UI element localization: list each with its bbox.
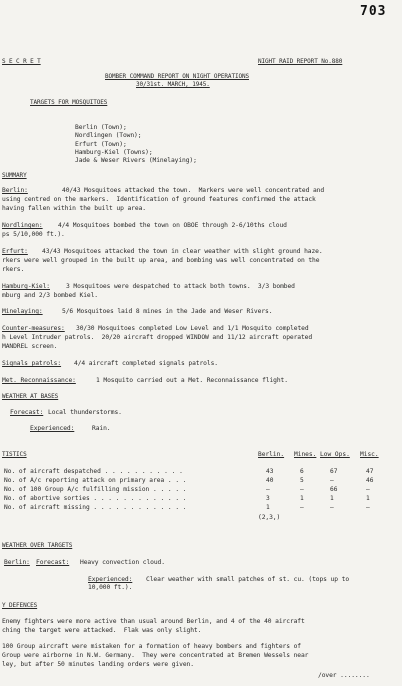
summary-label: Berlin: [2,187,28,194]
report-date: 30/31st. MARCH, 1945. [136,81,210,88]
row-label: No. of aircraft despatched . . . . . . . . . . . [4,468,183,475]
summary-heading: SUMMARY [2,172,27,179]
cell: 6 [300,468,304,475]
summary-line: 3 Mosquitoes were despatched to attack both towns. 3/3 bombed [66,283,295,290]
summary-line: 30/30 Mosquitoes completed Low Level and 1/1 Mosquito completed [76,325,309,332]
summary-label: Counter-measures: [2,325,65,332]
cell: 1 [300,495,304,502]
summary-line: 4/4 Mosquitoes bombed the town on OBOE through 2-6/10ths cloud [58,222,287,229]
statistics-heading: TISTICS [2,451,27,458]
raid-report-number: NIGHT RAID REPORT No.880 [258,58,343,65]
table-row [2,477,396,485]
report-title: BOMBER COMMAND REPORT ON NIGHT OPERATIONS [105,73,250,80]
weather-targets-heading: WEATHER OVER TARGETS [2,542,73,549]
cell: — [330,504,334,511]
cell: 1 [266,504,270,511]
cell: — [366,504,370,511]
target-forecast-text: Heavy convection cloud. [80,559,165,566]
target-experienced-text: 10,000 ft.). [88,584,133,591]
column-header: Berlin. [258,451,285,458]
experienced-text: Rain. [92,425,111,432]
column-header: Misc. [360,451,379,458]
table-row [2,495,396,503]
table-row [2,468,396,476]
forecast-label: Forecast: [10,409,44,416]
defences-line: Group were airborne in N.W. Germany. They were concentrated at Bremen Wessels near [2,652,309,659]
cell: 46 [366,477,374,484]
defences-line: ching the target were attacked. Flak was only slight. [2,627,202,634]
target-item: Hamburg-Kiel (Towns); [75,149,153,156]
target-item: Jade & Weser Rivers (Minelaying); [75,157,197,164]
table-header-row [2,451,396,459]
cell: — [300,504,304,511]
cell: 67 [330,468,338,475]
summary-line: 4/4 aircraft completed signals patrols. [74,360,218,367]
cell: — [266,486,270,493]
target-item: Erfurt (Town); [75,141,127,148]
summary-label: Minelaying: [2,308,43,315]
defences-line: Enemy fighters were more active than usual around Berlin, and 4 of the 40 aircraft [2,618,305,625]
target-forecast-label: Forecast: [36,559,70,566]
cell: 40 [266,477,274,484]
column-header: Low Ops. [320,451,350,458]
forecast-text: Local thunderstorms. [48,409,122,416]
cell: — [366,486,370,493]
cell: 66 [330,486,338,493]
cell: 43 [266,468,274,475]
targets-heading: TARGETS FOR MOSQUITOES [30,99,108,106]
summary-line: 43/43 Mosquitoes attacked the town in clear weather with slight ground haze. [42,248,323,255]
target-experienced-label: Experienced: [88,576,133,583]
weather-bases-heading: WEATHER AT BASES [2,393,59,400]
page-number: 703 [360,4,387,19]
experienced-label: Experienced: [30,425,75,432]
column-header: Mines. [294,451,317,458]
target-weather-label: Berlin: [4,559,30,566]
summary-line: MANDREL screen. [2,343,58,350]
summary-line: having fallen within the built up area. [2,205,146,212]
table-footnote: (2,3,) [258,514,281,521]
cell: 5 [300,477,304,484]
summary-label: Erfurt: [2,248,28,255]
target-item: Berlin (Town); [75,124,127,131]
defences-line: 100 Group aircraft were mistaken for a formation of heavy bombers and fighters of [2,643,301,650]
summary-label: Hamburg-Kiel: [2,283,50,290]
row-label: No. of abortive sorties . . . . . . . . . . . . . [4,495,187,502]
summary-label: Signals patrols: [2,360,62,367]
row-label: No. of aircraft missing . . . . . . . . . . . . . [4,504,187,511]
table-row [2,504,396,512]
security-stamp: S E C R E T [2,58,41,65]
summary-line: 1 Mosquito carried out a Met. Reconnaissance flight. [96,377,288,384]
summary-line: rkers were well grouped in the built up area, and bombing was well concentrated on the [2,257,320,264]
page-end-marker: /over ........ [318,672,370,679]
target-experienced-text: Clear weather with small patches of st. cu. (tops up to [146,576,350,583]
summary-line: 40/43 Mosquitoes attacked the town. Markers were well concentrated and [62,187,325,194]
defences-heading: Y DEFENCES [2,602,38,609]
defences-line: ley, but after 50 minutes landing orders were given. [2,661,194,668]
cell: — [300,486,304,493]
summary-label: Met. Reconnaissance: [2,377,76,384]
cell: 47 [366,468,374,475]
summary-line: rkers. [2,266,25,273]
summary-line: 5/6 Mosquitoes laid 8 mines in the Jade and Weser Rivers. [62,308,273,315]
table-row [2,486,396,494]
cell: — [330,477,334,484]
cell: 1 [330,495,334,502]
cell: 3 [266,495,270,502]
cell: 1 [366,495,370,502]
summary-line: using centred on the markers. Identification of ground features confirmed the attack [2,196,316,203]
summary-line: ps 5/10,000 ft.). [2,231,65,238]
summary-line: h Level Intruder patrols. 20/20 aircraft dropped WINDOW and 11/12 aircraft operated [2,334,313,341]
summary-line: mburg and 2/3 bombed Kiel. [2,292,98,299]
row-label: No. of 100 Group A/c fulfilling mission . . . . . [4,486,187,493]
row-label: No. of A/c reporting attack on primary area . . . [4,477,187,484]
summary-label: Nordlingen: [2,222,43,229]
target-item: Nordlingen (Town); [75,132,142,139]
